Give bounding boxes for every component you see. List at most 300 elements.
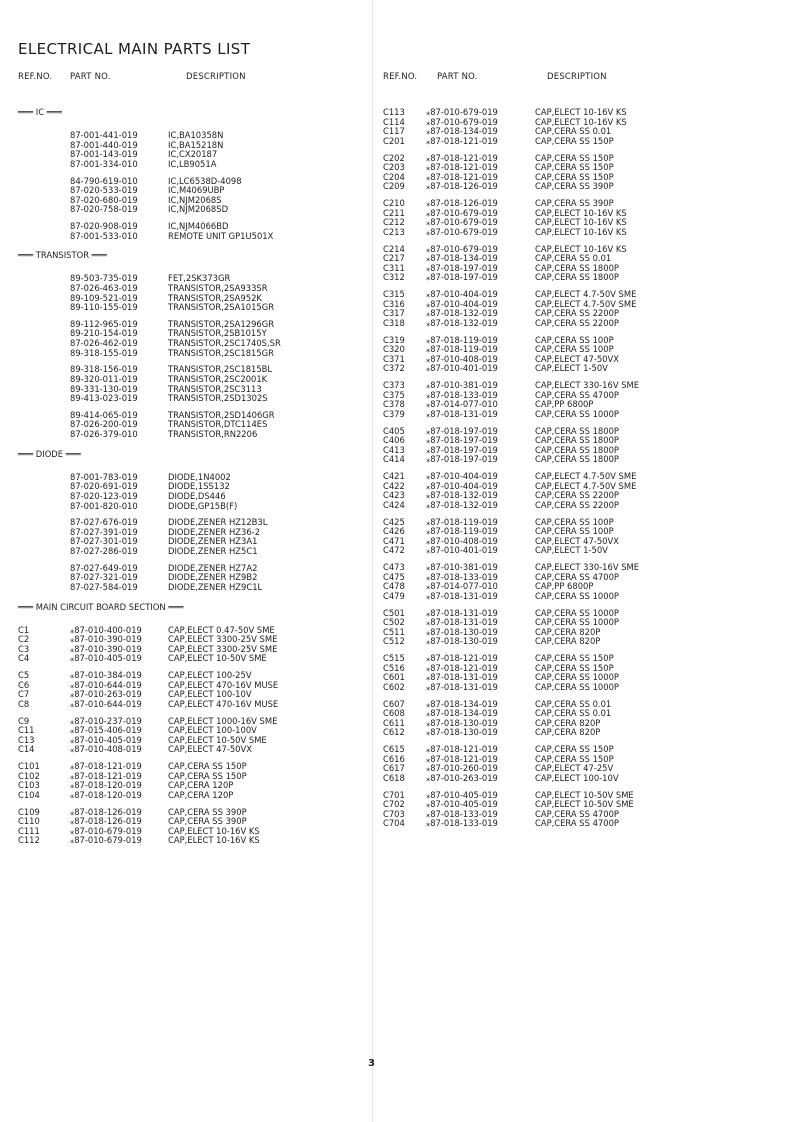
part-no: ⁎87-018-121-019 <box>70 761 142 772</box>
description: CAP,CERA SS 0.01 <box>535 698 612 709</box>
ref-no: C113 <box>383 107 405 117</box>
description: CAP,ELECT 10-50V SME <box>168 734 267 745</box>
part-no: 87-020-680-019 <box>70 194 138 205</box>
description: CAP,CERA SS 1000P <box>535 672 619 683</box>
part-no: 87-020-758-019 <box>70 204 138 215</box>
description: CAP,ELECT 100-10V <box>168 689 252 700</box>
ref-no: C473 <box>383 562 405 572</box>
description: IC,BA10358N <box>168 130 224 140</box>
ref-no: C423 <box>383 490 405 501</box>
ref-no: C3 <box>18 643 30 654</box>
description: CAP,ELECT 3300-25V SME <box>168 643 278 654</box>
ref-no: C615 <box>383 744 405 754</box>
part-no: 87-027-321-019 <box>70 572 138 583</box>
description: CAP,CERA SS 150P <box>535 662 614 673</box>
part-no: ⁎87-018-131-019 <box>426 672 498 683</box>
description: CAP,PP 6800P <box>535 399 594 410</box>
part-no: ⁎87-010-679-019 <box>70 825 142 836</box>
part-no: ⁎87-018-120-019 <box>70 789 142 800</box>
part-no: ⁎87-018-134-019 <box>426 708 498 719</box>
ref-no: C375 <box>383 389 405 400</box>
description: CAP,CERA 820P <box>535 717 601 728</box>
part-no: ⁎87-018-130-019 <box>426 717 498 728</box>
part-no: ⁎87-018-133-019 <box>426 818 498 829</box>
ref-no: C203 <box>383 162 405 173</box>
ref-no: C607 <box>383 698 405 709</box>
ref-no: C11 <box>18 725 35 736</box>
description: CAP,CERA SS 1800P <box>535 262 619 273</box>
ref-no: C214 <box>383 243 405 254</box>
ref-no: C371 <box>383 353 405 364</box>
ref-no: C110 <box>18 816 40 827</box>
part-no: ⁎87-018-121-019 <box>426 162 498 173</box>
description: DIODE,ZENER HZ9C1L <box>168 581 263 592</box>
part-no: ⁎87-018-126-019 <box>426 198 498 208</box>
description: TRANSISTOR,2SA1296GR <box>168 318 275 329</box>
part-no: ⁎87-018-134-019 <box>426 126 498 137</box>
header-description: DESCRIPTION <box>547 72 607 82</box>
part-no: ⁎87-018-130-019 <box>426 727 498 738</box>
description: CAP,ELECT 470-16V MUSE <box>168 679 279 690</box>
ref-no: C102 <box>18 770 40 781</box>
part-no: 89-503-735-019 <box>70 273 138 284</box>
part-no: 89-414-065-019 <box>70 409 138 420</box>
ref-no: C6 <box>18 679 30 690</box>
description: DIODE,ZENER HZ12B3L <box>168 517 268 528</box>
ref-no: C405 <box>383 425 405 436</box>
ref-no: C217 <box>383 253 405 264</box>
part-no: 87-020-533-019 <box>70 185 138 196</box>
part-no: 87-027-649-019 <box>70 562 138 573</box>
part-no: 89-318-156-019 <box>70 364 138 375</box>
part-no: ⁎87-018-131-019 <box>426 681 498 692</box>
description: CAP,ELECT 10-16V KS <box>168 825 260 836</box>
part-no: 87-001-533-010 <box>70 230 138 241</box>
part-no: ⁎87-010-260-019 <box>426 763 498 774</box>
ref-no: C213 <box>383 226 405 237</box>
ref-no: C701 <box>383 789 405 800</box>
ref-no: C320 <box>383 344 405 355</box>
part-no: ⁎87-010-390-019 <box>70 634 142 645</box>
description: IC,LB9051A <box>168 158 217 169</box>
description: CAP,ELECT 4.7-50V SME <box>535 471 637 481</box>
header-ref-no: REF.NO. <box>18 72 53 82</box>
description: CAP,CERA SS 1000P <box>535 617 619 628</box>
part-no: 87-026-463-019 <box>70 282 138 293</box>
ref-no: C211 <box>383 207 405 218</box>
ref-no: C7 <box>18 689 30 700</box>
description: CAP,CERA SS 150P <box>535 753 614 764</box>
part-no: 87-027-391-019 <box>70 526 138 537</box>
ref-no: C502 <box>383 617 405 628</box>
part-no: ⁎87-010-679-019 <box>426 107 498 117</box>
ref-no: C13 <box>18 734 35 745</box>
ref-no: C618 <box>383 772 405 783</box>
part-no: ⁎87-010-237-019 <box>70 715 142 726</box>
ref-no: C379 <box>383 408 405 419</box>
part-no: ⁎87-010-679-019 <box>426 243 498 254</box>
part-no: 89-210-154-019 <box>70 328 138 339</box>
description: CAP,CERA SS 150P <box>535 171 614 182</box>
description: TRANSISTOR,2SC1815BL <box>168 364 273 375</box>
description: DIODE,DS446 <box>168 490 226 501</box>
ref-no: C703 <box>383 808 405 819</box>
part-no: ⁎87-018-132-019 <box>426 499 498 510</box>
part-no: ⁎87-010-390-019 <box>70 643 142 654</box>
description: CAP,CERA SS 390P <box>535 181 614 192</box>
header-part-no: PART NO. <box>437 72 478 82</box>
description: CAP,CERA SS 150P <box>535 744 614 754</box>
part-no: ⁎87-010-404-019 <box>426 471 498 481</box>
part-no: ⁎87-018-197-019 <box>426 454 498 465</box>
description: CAP,CERA SS 150P <box>168 770 247 781</box>
description: CAP,CERA SS 390P <box>168 806 247 817</box>
description: CAP,CERA SS 2200P <box>535 490 619 501</box>
part-no: ⁎87-018-132-019 <box>426 317 498 328</box>
description: CAP,PP 6800P <box>535 581 594 592</box>
part-no: 87-001-334-010 <box>70 158 138 169</box>
ref-no: C212 <box>383 217 405 228</box>
part-no: ⁎87-010-679-019 <box>426 116 498 127</box>
section-heading: ═══ MAIN CIRCUIT BOARD SECTION ═══ <box>18 601 184 612</box>
description: CAP,ELECT 10-16V KS <box>535 207 627 218</box>
description: CAP,CERA SS 100P <box>535 344 614 355</box>
description: REMOTE UNIT GP1U501X <box>168 230 274 241</box>
description: CAP,CERA SS 1000P <box>535 408 619 419</box>
ref-no: C2 <box>18 634 30 645</box>
ref-no: C516 <box>383 662 405 673</box>
part-no: ⁎87-010-679-019 <box>70 835 142 846</box>
ref-no: C616 <box>383 753 405 764</box>
ref-no: C5 <box>18 670 30 681</box>
description: CAP,ELECT 1-50V <box>535 363 608 374</box>
part-no: ⁎87-018-197-019 <box>426 425 498 436</box>
part-no: ⁎87-018-119-019 <box>426 344 498 355</box>
description: DIODE,ZENER HZ3A1 <box>168 536 258 547</box>
description: CAP,ELECT 47-25V <box>535 763 614 774</box>
ref-no: C312 <box>383 272 405 283</box>
ref-no: C602 <box>383 681 405 692</box>
ref-no: C103 <box>18 780 40 791</box>
description: IC,LC6538D-4098 <box>168 175 242 186</box>
ref-no: C702 <box>383 799 405 810</box>
part-no: ⁎87-010-408-019 <box>426 353 498 364</box>
ref-no: C424 <box>383 499 405 510</box>
description: TRANSISTOR,2SA1015GR <box>168 302 275 313</box>
part-no: ⁎87-018-131-019 <box>426 617 498 628</box>
ref-no: C114 <box>383 116 405 127</box>
description: IC,NJM2068SD <box>168 204 229 215</box>
ref-no: C373 <box>383 380 405 390</box>
part-no: ⁎87-014-077-010 <box>426 581 498 592</box>
description: CAP,CERA SS 4700P <box>535 818 619 829</box>
part-no: ⁎87-018-132-019 <box>426 308 498 319</box>
description: CAP,ELECT 10-16V KS <box>535 116 627 127</box>
column-divider <box>372 0 373 1122</box>
part-no: ⁎87-010-400-019 <box>70 624 142 635</box>
part-no: 87-027-301-019 <box>70 536 138 547</box>
description: TRANSISTOR,2SD1302S <box>168 393 268 404</box>
description: CAP,ELECT 10-50V SME <box>535 799 634 810</box>
description: CAP,ELECT 1000-16V SME <box>168 715 278 726</box>
ref-no: C515 <box>383 653 405 663</box>
ref-no: C471 <box>383 535 405 546</box>
ref-no: C204 <box>383 171 405 182</box>
description: DIODE,GP15B(F) <box>168 500 238 511</box>
part-no: ⁎87-018-197-019 <box>426 262 498 273</box>
part-no: ⁎87-018-131-019 <box>426 408 498 419</box>
part-no: ⁎87-018-131-019 <box>426 607 498 618</box>
description: CAP,CERA SS 100P <box>535 334 614 345</box>
part-no: ⁎87-014-077-010 <box>426 399 498 410</box>
part-no: ⁎87-010-404-019 <box>426 298 498 309</box>
part-no: 87-020-691-019 <box>70 481 138 492</box>
description: CAP,CERA SS 150P <box>535 152 614 163</box>
description: CAP,ELECT 10-16V KS <box>168 835 260 846</box>
description: CAP,CERA SS 4700P <box>535 389 619 400</box>
description: DIODE,1SS132 <box>168 481 230 492</box>
part-no: ⁎87-018-133-019 <box>426 808 498 819</box>
part-no: 89-318-155-019 <box>70 347 138 358</box>
ref-no: C315 <box>383 289 405 299</box>
description: TRANSISTOR,2SC1740S,SR <box>168 338 281 348</box>
part-no: 87-001-143-019 <box>70 149 138 160</box>
description: IC,BA15218N <box>168 139 224 150</box>
description: DIODE,ZENER HZ9B2 <box>168 572 258 583</box>
description: CAP,ELECT 330-16V SME <box>535 562 640 572</box>
ref-no: C101 <box>18 761 40 772</box>
part-no: ⁎87-010-408-019 <box>70 744 142 755</box>
ref-no: C201 <box>383 135 405 146</box>
part-no: 84-790-619-010 <box>70 175 138 186</box>
part-no: ⁎87-018-121-019 <box>426 171 498 182</box>
ref-no: C479 <box>383 590 405 601</box>
ref-no: C319 <box>383 334 405 345</box>
description: CAP,ELECT 4.7-50V SME <box>535 480 637 491</box>
description: CAP,CERA SS 2200P <box>535 499 619 510</box>
description: CAP,CERA SS 100P <box>535 526 614 537</box>
description: TRANSISTOR,2SC3113 <box>168 383 262 394</box>
description: TRANSISTOR,2SD1406GR <box>168 409 275 420</box>
description: CAP,ELECT 10-16V KS <box>535 217 627 228</box>
part-no: ⁎87-010-404-019 <box>426 480 498 491</box>
ref-no: C8 <box>18 698 30 709</box>
description: CAP,ELECT 10-50V SME <box>168 653 267 664</box>
part-no: ⁎87-010-263-019 <box>426 772 498 783</box>
part-no: ⁎87-018-121-019 <box>426 744 498 754</box>
description: IC,CX20187 <box>168 149 218 160</box>
part-no: ⁎87-018-132-019 <box>426 490 498 501</box>
part-no: ⁎87-010-401-019 <box>426 363 498 374</box>
part-no: ⁎87-015-406-019 <box>70 725 142 736</box>
part-no: 89-112-965-019 <box>70 318 138 329</box>
description: CAP,ELECT 330-16V SME <box>535 380 640 390</box>
ref-no: C104 <box>18 789 40 800</box>
description: CAP,CERA 820P <box>535 727 601 738</box>
part-no: 87-020-123-019 <box>70 490 138 501</box>
description: CAP,ELECT 10-16V KS <box>535 226 627 237</box>
description: TRANSISTOR,2SA933SR <box>168 282 268 293</box>
part-no: ⁎87-010-679-019 <box>426 226 498 237</box>
part-no: 87-001-441-019 <box>70 130 138 140</box>
description: CAP,CERA SS 2200P <box>535 317 619 328</box>
ref-no: C311 <box>383 262 405 273</box>
ref-no: C9 <box>18 715 30 726</box>
description: CAP,CERA SS 1800P <box>535 435 619 446</box>
part-no: ⁎87-018-119-019 <box>426 516 498 527</box>
description: CAP,ELECT 4.7-50V SME <box>535 289 637 299</box>
ref-no: C601 <box>383 672 405 683</box>
header-part-no: PART NO. <box>70 72 111 82</box>
part-no: ⁎87-010-381-019 <box>426 380 498 390</box>
ref-no: C109 <box>18 806 40 817</box>
ref-no: C413 <box>383 444 405 455</box>
ref-no: C422 <box>383 480 405 491</box>
header-ref-no: REF.NO. <box>383 72 418 82</box>
part-no: 87-001-440-019 <box>70 139 138 150</box>
ref-no: C426 <box>383 526 405 537</box>
description: CAP,CERA SS 100P <box>535 516 614 527</box>
description: CAP,ELECT 100-25V <box>168 670 252 681</box>
part-no: ⁎87-018-121-019 <box>426 152 498 163</box>
ref-no: C501 <box>383 607 405 618</box>
description: CAP,ELECT 10-16V KS <box>535 107 627 117</box>
description: TRANSISTOR,DTC114ES <box>168 419 268 430</box>
part-no: ⁎87-018-126-019 <box>426 181 498 192</box>
description: CAP,CERA 120P <box>168 789 234 800</box>
part-no: ⁎87-018-121-019 <box>426 662 498 673</box>
description: CAP,ELECT 100-10V <box>535 772 619 783</box>
description: CAP,CERA SS 1800P <box>535 444 619 455</box>
description: CAP,CERA SS 1800P <box>535 425 619 436</box>
part-no: ⁎87-018-120-019 <box>70 780 142 791</box>
description: CAP,ELECT 47-50VX <box>535 535 619 546</box>
description: CAP,CERA SS 390P <box>535 198 614 208</box>
ref-no: C617 <box>383 763 405 774</box>
ref-no: C425 <box>383 516 405 527</box>
section-heading: ═══ DIODE ═══ <box>18 448 81 459</box>
part-no: ⁎87-018-133-019 <box>426 389 498 400</box>
description: DIODE,ZENER HZ5C1 <box>168 546 258 556</box>
description: CAP,ELECT 0.47-50V SME <box>168 624 275 635</box>
description: TRANSISTOR,2SB1015Y <box>168 328 267 339</box>
part-no: ⁎87-018-134-019 <box>426 698 498 709</box>
ref-no: C14 <box>18 744 35 755</box>
part-no: ⁎87-018-121-019 <box>70 770 142 781</box>
ref-no: C421 <box>383 471 405 481</box>
part-no: ⁎87-018-126-019 <box>70 816 142 827</box>
ref-no: C209 <box>383 181 405 192</box>
part-no: 87-027-676-019 <box>70 517 138 528</box>
ref-no: C512 <box>383 636 405 647</box>
description: CAP,CERA SS 4700P <box>535 808 619 819</box>
page-number: 3 <box>368 1058 375 1069</box>
part-no: 87-027-584-019 <box>70 581 138 592</box>
part-no: 87-026-200-019 <box>70 419 138 430</box>
description: CAP,ELECT 470-16V MUSE <box>168 698 279 709</box>
part-no: ⁎87-018-197-019 <box>426 435 498 446</box>
ref-no: C111 <box>18 825 40 836</box>
description: DIODE,ZENER HZ7A2 <box>168 562 258 573</box>
ref-no: C472 <box>383 545 405 556</box>
description: CAP,ELECT 4.7-50V SME <box>535 298 637 309</box>
description: CAP,CERA SS 4700P <box>535 571 619 582</box>
part-no: 87-026-379-010 <box>70 429 138 439</box>
description: CAP,CERA SS 0.01 <box>535 253 612 264</box>
part-no: ⁎87-010-679-019 <box>426 217 498 228</box>
description: DIODE,ZENER HZ36-2 <box>168 526 261 537</box>
description: DIODE,1N4002 <box>168 471 231 482</box>
part-no: ⁎87-010-644-019 <box>70 698 142 709</box>
ref-no: C704 <box>383 818 405 829</box>
ref-no: C611 <box>383 717 405 728</box>
description: TRANSISTOR,2SC1815GR <box>168 347 274 358</box>
part-no: 87-001-783-019 <box>70 471 138 482</box>
part-no: ⁎87-018-130-019 <box>426 636 498 647</box>
part-no: ⁎87-010-401-019 <box>426 545 498 556</box>
part-no: 87-020-908-019 <box>70 221 138 231</box>
section-heading: ═══ IC ═══ <box>18 107 62 117</box>
section-heading: ═══ TRANSISTOR ═══ <box>18 250 107 261</box>
part-no: ⁎87-010-405-019 <box>70 734 142 745</box>
ref-no: C202 <box>383 152 405 163</box>
ref-no: C608 <box>383 708 405 719</box>
part-no: ⁎87-010-381-019 <box>426 562 498 572</box>
part-no: 87-027-286-019 <box>70 546 138 556</box>
page-title: ELECTRICAL MAIN PARTS LIST <box>18 40 251 58</box>
description: CAP,CERA SS 150P <box>168 761 247 772</box>
part-no: ⁎87-010-405-019 <box>426 799 498 810</box>
ref-no: C210 <box>383 198 405 208</box>
part-no: ⁎87-010-384-019 <box>70 670 142 681</box>
description: FET,2SK373GR <box>168 273 231 284</box>
description: CAP,CERA SS 1800P <box>535 454 619 465</box>
ref-no: C317 <box>383 308 405 319</box>
description: CAP,CERA SS 150P <box>535 162 614 173</box>
description: CAP,CERA SS 1800P <box>535 272 619 283</box>
description: IC,NJM4066BD <box>168 221 229 231</box>
description: TRANSISTOR,RN2206 <box>168 429 258 439</box>
ref-no: C475 <box>383 571 405 582</box>
ref-no: C1 <box>18 624 30 635</box>
description: CAP,CERA SS 150P <box>535 135 614 146</box>
ref-no: C112 <box>18 835 40 846</box>
ref-no: C478 <box>383 581 405 592</box>
description: CAP,CERA 820P <box>535 636 601 647</box>
part-no: ⁎87-010-405-019 <box>426 789 498 800</box>
description: CAP,CERA SS 0.01 <box>535 708 612 719</box>
description: IC,NJM2068S <box>168 194 222 205</box>
ref-no: C117 <box>383 126 405 137</box>
description: CAP,ELECT 100-100V <box>168 725 257 736</box>
description: CAP,ELECT 47-50VX <box>535 353 619 364</box>
part-no: 87-001-820-010 <box>70 500 138 511</box>
part-no: ⁎87-018-126-019 <box>70 806 142 817</box>
description: IC,M4069UBP <box>168 185 225 196</box>
part-no: 89-331-130-019 <box>70 383 138 394</box>
description: CAP,CERA SS 1000P <box>535 590 619 601</box>
ref-no: C378 <box>383 399 405 410</box>
part-no: ⁎87-018-131-019 <box>426 590 498 601</box>
description: CAP,CERA 120P <box>168 780 234 791</box>
description: CAP,ELECT 47-50VX <box>168 744 252 755</box>
ref-no: C414 <box>383 454 405 465</box>
description: TRANSISTOR,2SA952K <box>168 292 262 303</box>
part-no: ⁎87-010-408-019 <box>426 535 498 546</box>
part-no: ⁎87-018-121-019 <box>426 135 498 146</box>
part-no: ⁎87-010-679-019 <box>426 207 498 218</box>
part-no: ⁎87-018-197-019 <box>426 272 498 283</box>
